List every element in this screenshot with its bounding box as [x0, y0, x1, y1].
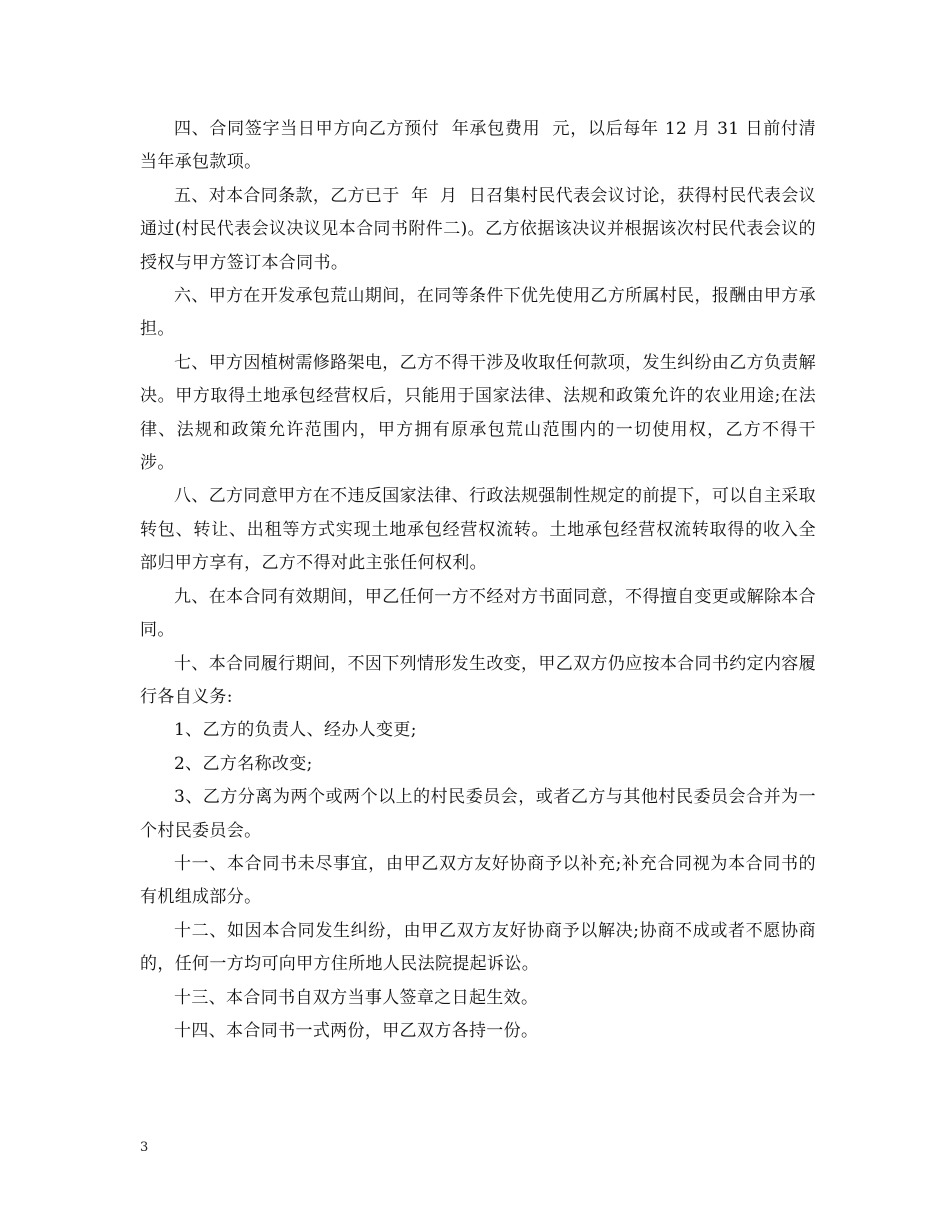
- clause-13: 十三、本合同书自双方当事人签章之日起生效。: [174, 987, 539, 1008]
- page-number: 3: [140, 1140, 149, 1155]
- clause-6: 六、甲方在开发承包荒山期间，在同等条件下优先使用乙方所属村民，报酬由甲方承担。: [140, 286, 816, 340]
- clause-9: 九、在本合同有效期间，甲乙任何一方不经对方书面同意，不得擅自变更或解除本合同。: [140, 586, 816, 641]
- clause-11: 十一、本合同书未尽事宜，由甲乙双方友好协商予以补充;补充合同视为本合同书的有机组成部分。: [140, 853, 816, 908]
- clause-10-item-3: 3、乙方分离为两个或两个以上的村民委员会，或者乙方与其他村民委员会合并为一个村民委员会。: [140, 787, 816, 841]
- contract-body: [140, 113, 816, 1048]
- clause-10-item-2: 2、乙方名称改变;: [174, 753, 313, 774]
- clause-10-item-1: 1、乙方的负责人、经办人变更;: [174, 720, 417, 741]
- clause-14: 十四、本合同书一式两份，甲乙双方各持一份。: [174, 1020, 539, 1041]
- clause-12: 十二、如因本合同发生纠纷，由甲乙双方友好协商予以解决;协商不成或者不愿协商的，任何一方均可向甲方住所地人民法院提起诉讼。: [140, 920, 816, 975]
- clause-5: 五、对本合同条款，乙方已于 年 月 日召集村民代表会议讨论，获得村民代表会议通过(村民代表会议决议见本合同书附件二)。乙方依据该决议并根据该次村民代表会议的授权与甲方签订本合同书。: [140, 185, 816, 273]
- clause-7: 七、甲方因植树需修路架电，乙方不得干涉及收取任何款项，发生纠纷由乙方负责解决。甲方取得土地承包经营权后，只能用于国家法律、法规和政策允许的农业用途;在法律、法规和政策允许范围内，甲方拥有原承包荒山范围内的一切使用权，乙方不得干涉。: [140, 352, 816, 474]
- clause-8: 八、乙方同意甲方在不违反国家法律、行政法规强制性规定的前提下，可以自主采取转包、转让、出租等方式实现土地承包经营权流转。土地承包经营权流转取得的收入全部归甲方享有，乙方不得对此主张任何权利。: [140, 486, 816, 574]
- clause-4: 四、合同签字当日甲方向乙方预付 年承包费用 元，以后每年 12 月 31 日前付清当年承包款项。: [140, 119, 816, 173]
- clause-10: 十、本合同履行期间，不因下列情形发生改变，甲乙双方仍应按本合同书约定内容履行各自义务:: [140, 653, 816, 707]
